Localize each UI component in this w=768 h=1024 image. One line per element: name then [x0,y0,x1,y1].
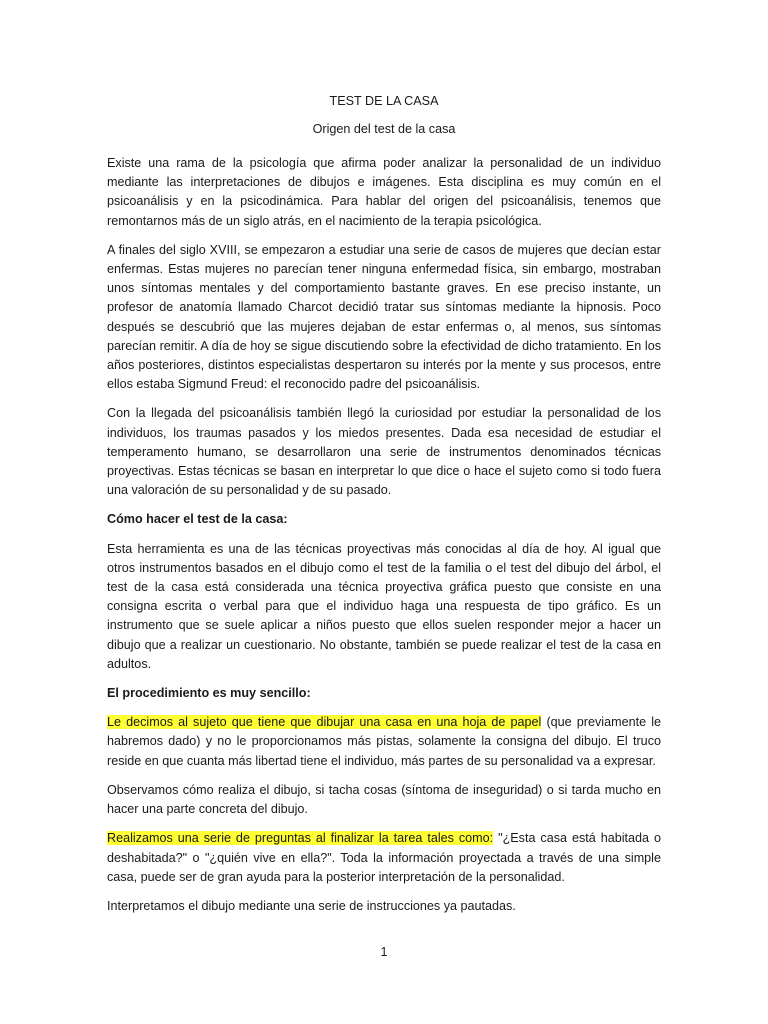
paragraph-intro: Existe una rama de la psicología que afirma poder analizar la personalidad de un individuo mediante las interpretaciones de dibujos e imágenes. Esta disciplina es muy común en el psicoanálisis y en la psicodinámica. Para hablar del origen del psicoanálisis, tenemos que remontarnos más de un siglo atrás, en el nacimiento de la terapia psicológica. [107,156,661,228]
section-title-origin: Origen del test de la casa [312,122,456,136]
highlighted-text: Le decimos al sujeto que tiene que dibujar una casa en una hoja de papel [107,715,542,730]
page-number: 1 [380,945,388,959]
heading-procedure: El procedimiento es muy sencillo: [107,686,311,701]
paragraph-step-questions [107,829,661,887]
heading-how-to: Cómo hacer el test de la casa: [107,512,288,527]
paragraph-history: A finales del siglo XVIII, se empezaron a estudiar una serie de casos de mujeres que decían estar enfermas. Estas mujeres no parecían tener ninguna enfermedad física, sin embargo, mostraban unos síntomas mentales y del comportamiento bastante graves. En ese preciso instante, un profesor de anatomía llamado Charcot decidió tratar sus síntomas mediante la hipnosis. Poco después se descubrió que las mujeres dejaban de estar enfermas o, al menos, sus síntomas parecían remitir. A día de hoy se sigue discutiendo sobre la efectividad de dicho tratamiento. En los años posteriores, distintos especialistas despertaron su interés por la mente y sus procesos, entre ellos estaba Sigmund Freud: el reconocido padre del psicoanálisis. [107,242,661,392]
document-page [107,92,661,926]
highlighted-text: Realizamos una serie de preguntas al finalizar la tarea tales como: [107,831,494,846]
step-questions-text: "¿Esta casa está habitada o deshabitada?" o "¿quién vive en ella?". Toda la información proyectada a través de una simple casa, puede ser de gran ayuda para la posterior interpretación de la personalidad. [107,831,661,884]
paragraph-projective: Con la llegada del psicoanálisis también llegó la curiosidad por estudiar la personalidad de los individuos, los traumas pasados y los miedos presentes. Dada esa necesidad de estudiar el temperamento humano, se desarrollaron una serie de instrumentos denominados técnicas proyectivas. Estas técnicas se basan en interpretar lo que dice o hace el sujeto como si todo fuera una valoración de su personalidad y de su pasado. [107,406,661,498]
paragraph-tool: Esta herramienta es una de las técnicas proyectivas más conocidas al día de hoy. Al igual que otros instrumentos basados en el dibujo como el test de la familia o el test del dibujo del árbol, el test de la casa está considerada una técnica proyectiva gráfica puesto que consiste en una consigna escrita o verbal para que el individuo haga una respuesta de tipo gráfico. Es un instrumento que se suele aplicar a niños puesto que ellos suelen responder mejor a hacer un dibujo que a realizar un cuestionario. No obstante, también se puede realizar el test de la casa en adultos. [107,541,661,671]
document-title: TEST DE LA CASA [329,94,439,108]
paragraph-step-observe: Observamos cómo realiza el dibujo, si tacha cosas (síntoma de inseguridad) o si tarda mucho en hacer una parte concreta del dibujo. [107,782,661,817]
step-draw-text: (que previamente le habremos dado) y no le proporcionamos más pistas, solamente la consigna del dibujo. El truco reside en que cuanta más libertad tiene el individuo, más partes de su personalidad va a expresar. [107,715,662,768]
paragraph-step-interpret: Interpretamos el dibujo mediante una serie de instrucciones ya pautadas. [107,898,516,913]
paragraph-step-draw [107,713,661,771]
